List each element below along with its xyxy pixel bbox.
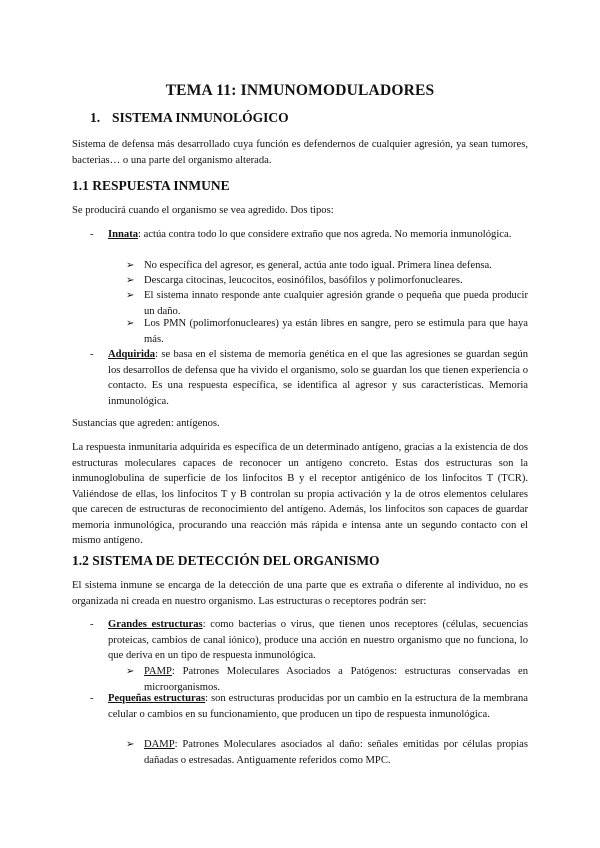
arrow-bullet-icon: ➢ [126,290,135,301]
sub-item-damp [126,737,528,768]
section-1-2-heading: 1.2 SISTEMA DE DETECCIÓN DEL ORGANISMO [72,553,380,568]
document-title: TEMA 11: INMUNOMODULADORES [165,82,435,99]
term-innata: Innata [108,229,139,240]
section-1-heading [90,110,289,126]
arrow-bullet-icon: ➢ [126,275,135,286]
bullet-adquirida [72,347,528,409]
term-adquirida: Adquirida [108,349,156,360]
respuesta-paragraph: La respuesta inmunitaria adquirida es específica de un determinado antígeno, gracias a la existencia de dos estructuras moleculares capaces de reconocer un antígeno concreto. Estas dos estructuras son la inmunoglobulina de superficie de los linfocitos B y el receptor antigénico de los linfocitos T (TCR). Valiéndose de ellas, los linfocitos T y B controlan su propia activación y la de otros elementos celulares que carecen de estructuras de reconocimiento del antígeno. Además, los linfocitos son capaces de guardar memoria inmunológica, procurando una reacción más rápida e intensa ante un segundo contacto con el mismo antígeno. [72,442,528,546]
bullet-innata [72,227,528,243]
bullet-dash: - [90,349,94,360]
sub-item [126,273,528,289]
sub-item [126,288,528,319]
term-pequenas: Pequeñas estructuras [108,693,206,704]
adquirida-text: : se basa en el sistema de memoria genética en el que las agresiones se guardan según los desarrollos de defensa que ha vivido el organismo, solo se guardan los que tienen experiencia o contacto. Es una respuesta específica, se identifica al agresor y sus características. Memoria inmunológica. [108,349,528,407]
term-grandes: Grandes estructuras [108,619,203,630]
acronym-pamp: PAMP [144,666,172,677]
pamp-text: : Patrones Moleculares Asociados a Patógenos: estructuras conservadas en microorganismos. [144,666,528,693]
arrow-bullet-icon: ➢ [126,739,135,750]
section-1-1-heading: 1.1 RESPUESTA INMUNE [72,178,230,193]
section-1-intro: Sistema de defensa más desarrollado cuya función es defendernos de cualquier agresión, ya sean tumores, bacterias… o una parte del organismo alterada. [72,139,528,166]
innata-text: : actúa contra todo lo que considere extraño que nos agreda. No memoria inmunológica. [138,229,512,240]
section-1-2-intro: El sistema inmune se encarga de la detección de una parte que es extraña o diferente al individuo, no es organizada ni creada en nuestro organismo. Las estructuras o receptores podrán ser: [72,580,528,607]
grandes-text: : como bacterias o virus, que tienen unos receptores (células, secuencias proteicas, cambios de canal iónico), produce una acción en nuestro organismo que no funciona, lo que deriva en un tipo de respuesta inmunológica. [108,619,528,661]
damp-text: : Patrones Moleculares asociados al daño: señales emitidas por células propias dañadas o estresadas. Antiguamente referidos como MPC. [144,739,528,766]
innata-sub-3: El sistema innato responde ante cualquier agresión grande o pequeña que pueda producir un daño. [144,290,528,317]
sub-item [126,316,528,347]
sub-item [126,258,528,274]
arrow-bullet-icon: ➢ [126,666,135,677]
section-1-title: SISTEMA INMUNOLÓGICO [112,110,289,125]
bullet-pequenas [72,691,528,722]
innata-sub-1: No específica del agresor, es general, actúa ante todo igual. Primera línea defensa. [144,260,492,271]
section-1-1-intro: Se producirá cuando el organismo se vea agredido. Dos tipos: [72,205,334,216]
innata-sub-4: Los PMN (polimorfonucleares) ya están libres en sangre, pero se estimula para que haya más. [144,318,528,345]
section-1-number: 1. [90,110,101,125]
antigenos-line: Sustancias que agreden: antígenos. [72,418,220,429]
arrow-bullet-icon: ➢ [126,260,135,271]
acronym-damp: DAMP [144,739,175,750]
bullet-dash: - [90,229,94,240]
pequenas-text: : son estructuras producidas por un cambio en la estructura de la membrana celular o cambios en su funcionamiento, que producen un tipo de respuesta inmunológica. [108,693,528,720]
innata-sub-2: Descarga citocinas, leucocitos, eosinófilos, basófilos y polimorfonucleares. [144,275,463,286]
arrow-bullet-icon: ➢ [126,318,135,329]
bullet-dash: - [90,619,94,630]
bullet-grandes [72,617,528,664]
bullet-dash: - [90,693,94,704]
